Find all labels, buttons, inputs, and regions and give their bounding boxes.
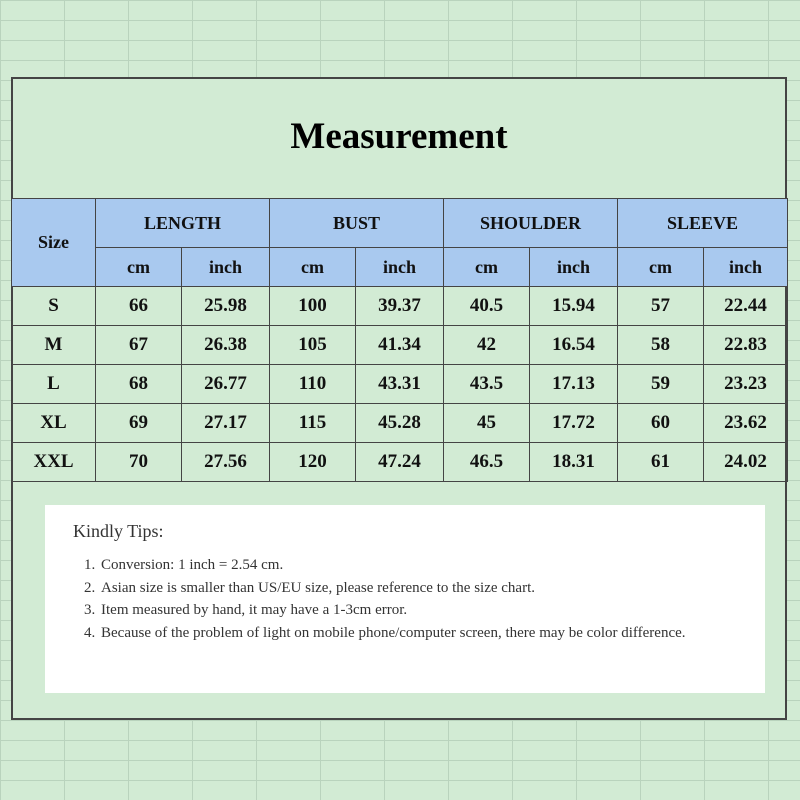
unit-header: cm	[444, 248, 530, 287]
unit-header: cm	[618, 248, 704, 287]
table-cell: 22.83	[704, 326, 788, 365]
table-cell: 57	[618, 287, 704, 326]
size-cell: L	[12, 365, 96, 404]
size-cell: S	[12, 287, 96, 326]
header-row-groups	[12, 199, 788, 248]
table-cell: 105	[270, 326, 356, 365]
table-cell: 110	[270, 365, 356, 404]
unit-header: inch	[530, 248, 618, 287]
table-cell: 27.17	[182, 404, 270, 443]
size-cell: XXL	[12, 443, 96, 482]
table-cell: 18.31	[530, 443, 618, 482]
table-cell: 24.02	[704, 443, 788, 482]
tips-box	[45, 505, 765, 693]
table-cell: 41.34	[356, 326, 444, 365]
table-row	[12, 365, 788, 404]
unit-header: inch	[704, 248, 788, 287]
unit-header: inch	[356, 248, 444, 287]
group-header-length: LENGTH	[96, 199, 270, 248]
table-cell: 43.5	[444, 365, 530, 404]
table-row	[12, 326, 788, 365]
table-cell: 45.28	[356, 404, 444, 443]
table-cell: 25.98	[182, 287, 270, 326]
table-cell: 60	[618, 404, 704, 443]
size-cell: M	[12, 326, 96, 365]
table-cell: 61	[618, 443, 704, 482]
table-cell: 40.5	[444, 287, 530, 326]
table-cell: 15.94	[530, 287, 618, 326]
table-cell: 120	[270, 443, 356, 482]
page-title: Measurement	[290, 116, 508, 157]
size-column-header: Size	[12, 199, 96, 287]
tips-title: Kindly Tips:	[73, 521, 164, 541]
tip-item: 3. Item measured by hand, it may have a 1-3cm error.	[99, 599, 737, 622]
table-cell: 100	[270, 287, 356, 326]
table-cell: 47.24	[356, 443, 444, 482]
size-cell: XL	[12, 404, 96, 443]
table-cell: 45	[444, 404, 530, 443]
header-row-units	[12, 248, 788, 287]
size-chart-frame	[11, 77, 787, 720]
table-cell: 59	[618, 365, 704, 404]
table-cell: 66	[96, 287, 182, 326]
table-cell: 46.5	[444, 443, 530, 482]
table-cell: 58	[618, 326, 704, 365]
table-cell: 16.54	[530, 326, 618, 365]
group-header-shoulder: SHOULDER	[444, 199, 618, 248]
group-header-sleeve: SLEEVE	[618, 199, 788, 248]
table-cell: 69	[96, 404, 182, 443]
table-cell: 27.56	[182, 443, 270, 482]
unit-header: inch	[182, 248, 270, 287]
table-cell: 67	[96, 326, 182, 365]
table-cell: 23.62	[704, 404, 788, 443]
tips-list	[73, 554, 737, 644]
table-row	[12, 287, 788, 326]
table-cell: 17.13	[530, 365, 618, 404]
table-cell: 22.44	[704, 287, 788, 326]
unit-header: cm	[96, 248, 182, 287]
table-row	[12, 404, 788, 443]
table-cell: 39.37	[356, 287, 444, 326]
table-cell: 68	[96, 365, 182, 404]
tip-item: 2. Asian size is smaller than US/EU size, please reference to the size chart.	[99, 577, 737, 600]
table-cell: 17.72	[530, 404, 618, 443]
size-table	[11, 198, 788, 482]
tip-item: 4. Because of the problem of light on mobile phone/computer screen, there may be color difference.	[99, 622, 737, 645]
table-cell: 23.23	[704, 365, 788, 404]
group-header-bust: BUST	[270, 199, 444, 248]
table-cell: 26.77	[182, 365, 270, 404]
tip-item: 1. Conversion: 1 inch = 2.54 cm.	[99, 554, 737, 577]
table-row	[12, 443, 788, 482]
table-cell: 115	[270, 404, 356, 443]
table-cell: 43.31	[356, 365, 444, 404]
unit-header: cm	[270, 248, 356, 287]
table-cell: 70	[96, 443, 182, 482]
table-cell: 26.38	[182, 326, 270, 365]
table-cell: 42	[444, 326, 530, 365]
